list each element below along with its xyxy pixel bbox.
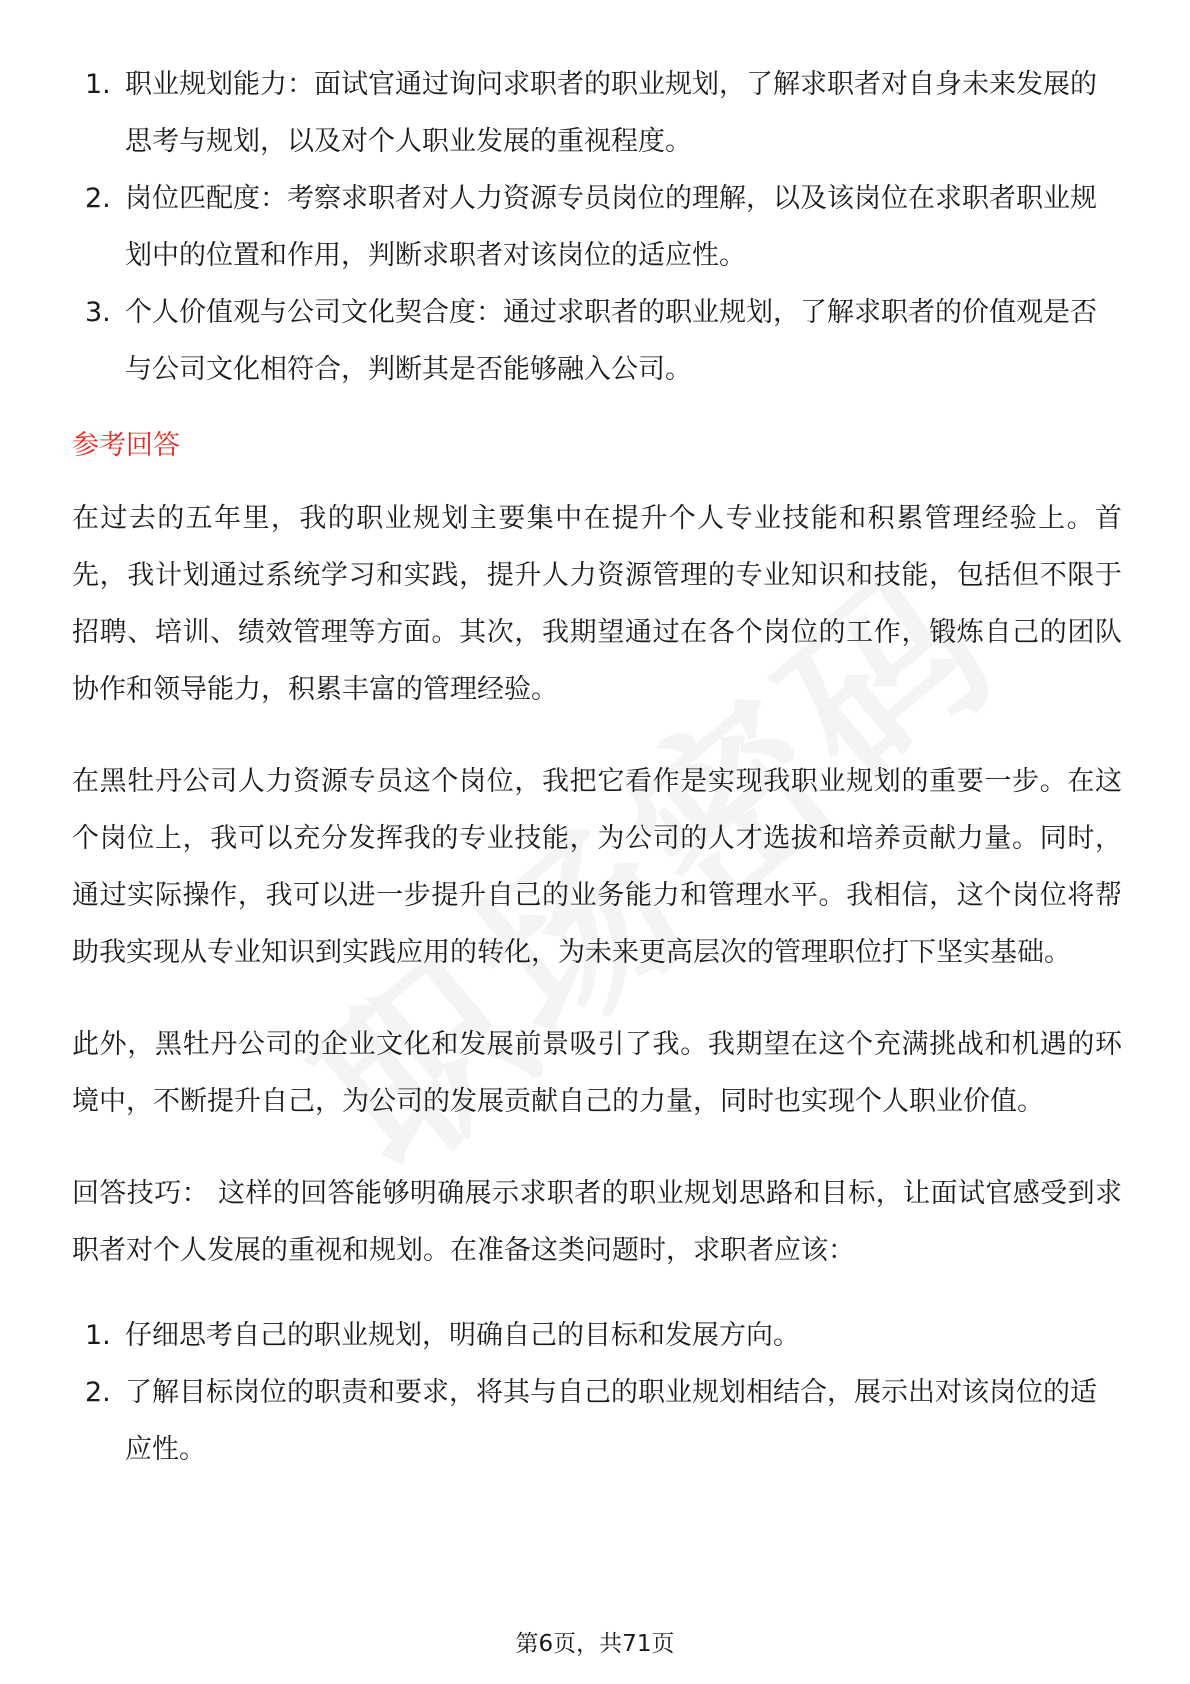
list-item-text: 了解目标岗位的职责和要求，将其与自己的职业规划相结合，展示出对该岗位的适应性。 — [125, 1377, 1097, 1465]
list-item — [72, 170, 1122, 284]
list-item-text: 仔细思考自己的职业规划，明确自己的目标和发展方向。 — [125, 1320, 800, 1351]
list-item-text: 职业规划能力：面试官通过询问求职者的职业规划，了解求职者对自身未来发展的思考与规划，以及对个人职业发展的重视程度。 — [125, 69, 1097, 157]
answer-paragraph: 在过去的五年里，我的职业规划主要集中在提升个人专业技能和积累管理经验上。首先，我计划通过系统学习和实践，提升人力资源管理的专业知识和技能，包括但不限于招聘、培训、绩效管理等方面。其次，我期望通过在各个岗位的工作，锻炼自己的团队协作和领导能力，积累丰富的管理经验。 — [72, 503, 1122, 705]
list-item-number: 2. — [85, 183, 111, 214]
tips-paragraph: 回答技巧： 这样的回答能够明确展示求职者的职业规划思路和目标，让面试官感受到求职者对个人发展的重视和规划。在准备这类问题时，求职者应该： — [72, 1178, 1122, 1266]
list-item-number: 1. — [85, 69, 111, 100]
list-item-number: 2. — [85, 1377, 111, 1408]
list-item — [72, 1307, 1122, 1364]
list-item — [72, 284, 1122, 398]
list-item-number: 3. — [85, 297, 111, 328]
section-title-reference-answer: 参考回答 — [72, 430, 180, 461]
evaluation-points-list — [72, 56, 1122, 398]
list-item — [72, 56, 1122, 170]
list-item-text: 个人价值观与公司文化契合度：通过求职者的职业规划，了解求职者的价值观是否与公司文化相符合，判断其是否能够融入公司。 — [125, 297, 1097, 385]
answer-paragraph: 在黑牡丹公司人力资源专员这个岗位，我把它看作是实现我职业规划的重要一步。在这个岗位上，我可以充分发挥我的专业技能，为公司的人才选拔和培养贡献力量。同时，通过实际操作，我可以进一步提升自己的业务能力和管理水平。我相信，这个岗位将帮助我实现从专业知识到实践应用的转化，为未来更高层次的管理职位打下坚实基础。 — [72, 766, 1122, 968]
list-item-number: 1. — [85, 1320, 111, 1351]
document-body — [72, 56, 1122, 1478]
answer-paragraph: 此外，黑牡丹公司的企业文化和发展前景吸引了我。我期望在这个充满挑战和机遇的环境中，不断提升自己，为公司的发展贡献自己的力量，同时也实现个人职业价值。 — [72, 1029, 1122, 1117]
page-footer: 第6页，共71页 — [515, 1631, 675, 1657]
list-item-text: 岗位匹配度：考察求职者对人力资源专员岗位的理解，以及该岗位在求职者职业规划中的位置和作用，判断求职者对该岗位的适应性。 — [125, 183, 1097, 271]
list-item — [72, 1364, 1122, 1478]
preparation-tips-list — [72, 1307, 1122, 1478]
